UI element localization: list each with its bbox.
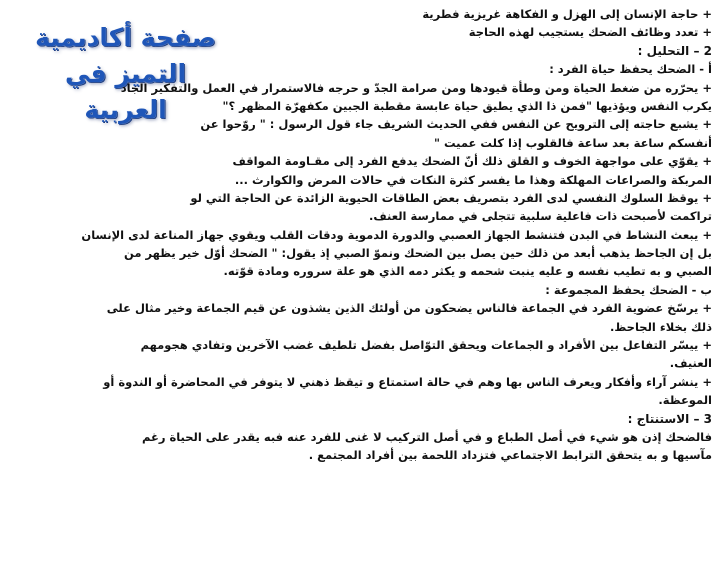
text-line: + حاجة الإنسان إلى الهزل و الفكاهة غريزية فطرية <box>422 7 712 21</box>
text-line: الصبي و به تطيب نفسه و عليه ينبت شحمه و يكثر دمه الذي هو علة سروره ومادة قوّته. <box>223 264 712 279</box>
text-line: العنيف. <box>669 356 712 371</box>
document-body <box>6 5 712 465</box>
logo-line-1: صفحة أكاديمية التميز في <box>35 23 216 88</box>
text-line: أنفسكم ساعة بعد ساعة فالقلوب إذا كلت عميت " <box>433 135 712 150</box>
text-line: المربكة والصراعات المهلكة وهذا ما يفسر كثرة النكات في حالات المرض والكوارث ... <box>234 172 712 187</box>
text-line: الموعظة. <box>658 393 712 408</box>
text-line: + يرسّخ عضوية الفرد في الجماعة فالناس يضحكون من أولئك الذين يشذون عن قيم الجماعة وخير مثال على <box>106 301 712 316</box>
text-line: فالضحك إذن هو شيء في أصل الطباع و في أصل التركيب لا غنى للفرد عنه فبه يقدر على الحياة رغم <box>141 429 712 444</box>
text-line: + يقوّي على مواجهة الخوف و القلق ذلك أنّ الضحك يدفع الفرد إلى مقـاومة المواقف <box>232 154 712 169</box>
text-line: مآسيها و به يتحقق الترابط الاجتماعي فتزداد اللحمة بين أفراد المجتمع . <box>308 448 712 463</box>
section-heading: 3 – الاستنتاج : <box>627 411 712 426</box>
subsection-heading: ب - الضحك يحفظ المجموعة : <box>545 282 712 297</box>
section-heading: 2 – التحليل : <box>637 43 712 58</box>
text-line: + يوقظ السلوك النفسي لدى الفرد بتصريف بعض الطاقات الحيوية الزائدة عن الحاجة التي لو <box>190 190 712 205</box>
text-line: + ييسّر التفاعل بين الأفراد و الجماعات ويحقق التوّاصل بفضل تلطيف غضب الآخرين وتفادي هجومهم <box>140 338 712 353</box>
text-line: + يبعث النشاط في البدن فتنشط الجهاز العصبي والدورة الدموية ودقات القلب ويقوي جهاز المناعة لدى الإنسان <box>81 227 712 242</box>
text-line: تراكمت لأصبحت ذات فاعلية سلبية تتجلى في ممارسة العنف. <box>368 209 712 224</box>
logo-line-2: العربية <box>84 95 167 124</box>
text-line: بل إن الجاحظ يذهب أبعد من ذلك حين يصل بين الضحك ونموّ الصبي إذ يقول: " الضحك أوّل خير يظهر من <box>123 246 712 261</box>
text-line: + يحرّره من ضغط الحياة ومن وطأة قيودها ومن صرامة الجدّ و حرجه فالاستمرار في العمل والتفكير الجاد <box>120 80 712 95</box>
text-line: + تعدد وظائف الضحك يستجيب لهذه الحاجة <box>468 25 712 40</box>
text-line: + ينشر آراء وأفكار ويعرف الناس بها وهم في حالة استمتاع و تيقظ ذهني لا يتوفر في المحاضرة أو الندوة أو <box>103 374 712 389</box>
subsection-heading: أ - الضحك يحفظ حياة الفرد : <box>549 62 712 77</box>
text-line: يكرب النفس ويؤذيها "فمن ذا الذي يطيق حياة عابسة مقطبة الجبين مكفهرّة المظهر ؟" <box>222 98 712 113</box>
text-line: ذلك بخلاء الجاحظ. <box>610 319 712 334</box>
text-line: + يشبع حاجته إلى الترويح عن النفس ففي الحديث الشريف جاء قول الرسول : " روّحوا عن <box>200 117 712 132</box>
